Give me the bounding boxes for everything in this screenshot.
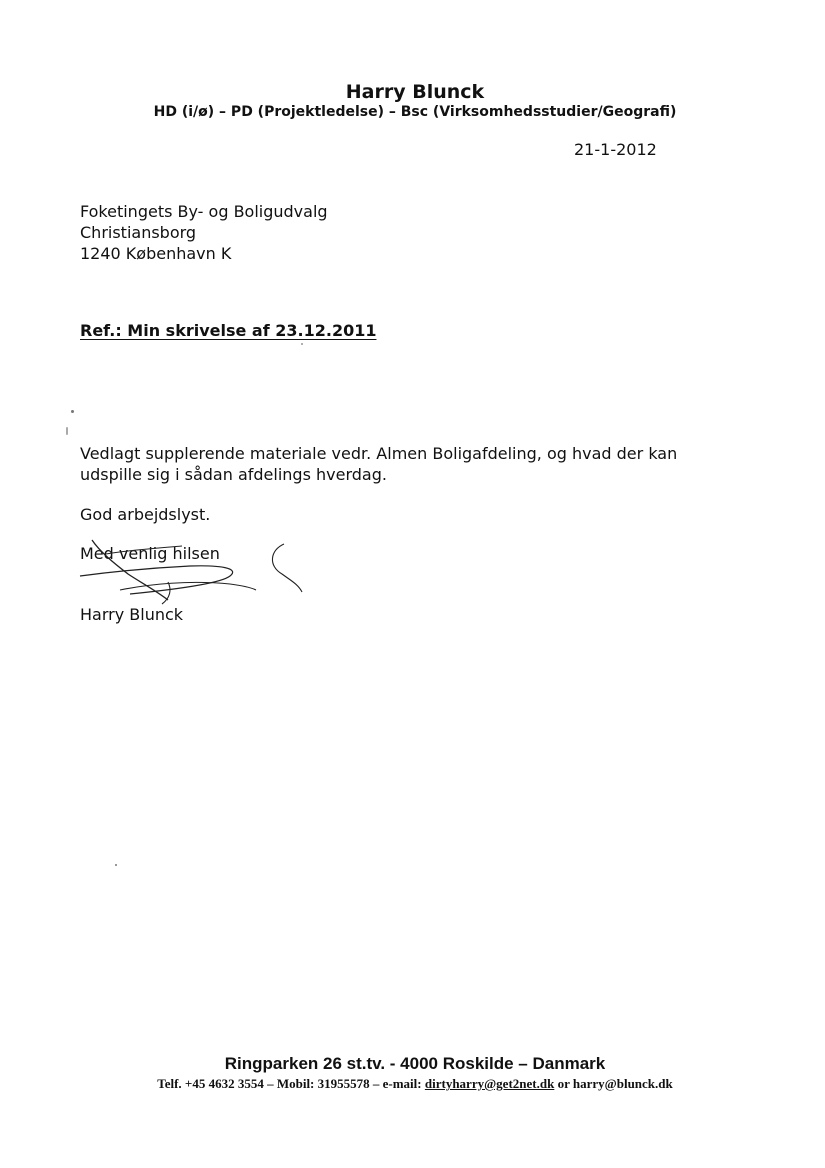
greeting-line: Med venlig hilsen: [80, 544, 220, 563]
recipient-line-1: Foketingets By- og Boligudvalg: [80, 202, 328, 221]
letterhead-degrees: HD (i/ø) – PD (Projektledelse) – Bsc (Virksomhedsstudier/Geografi): [153, 104, 677, 120]
reference-line: Ref.: Min skrivelse af 23.12.2011: [80, 321, 377, 340]
recipient-line-3: 1240 København K: [80, 244, 232, 263]
letter-body: [80, 443, 677, 485]
scan-speck: [301, 343, 303, 345]
email-secondary: harry@blunck.dk: [572, 1076, 673, 1091]
footer-address: Ringparken 26 st.tv. - 4000 Roskilde – Danmark: [224, 1054, 606, 1073]
signer-name: Harry Blunck: [80, 605, 184, 624]
recipient-address: [80, 201, 328, 264]
scan-speck: [66, 427, 68, 435]
recipient-line-2: Christiansborg: [80, 223, 197, 242]
letter-date: 21-1-2012: [574, 140, 657, 159]
scan-speck: [71, 410, 74, 413]
body-line-1: Vedlagt supplerende materiale vedr. Almen Boligafdeling, og hvad der kan: [80, 444, 678, 463]
scan-speck: [115, 864, 117, 866]
letterhead-name: Harry Blunck: [345, 81, 485, 103]
closing-line: God arbejdslyst.: [80, 505, 211, 524]
body-line-2: udspille sig i sådan afdelings hverdag.: [80, 465, 387, 484]
footer-contact-prefix: Telf. +45 4632 3554 – Mobil: 31955578 – e-mail:: [157, 1076, 425, 1091]
handwritten-signature: [70, 532, 310, 612]
footer-contact-or: or: [554, 1076, 573, 1091]
email-link-primary[interactable]: dirtyharry@get2net.dk: [424, 1076, 555, 1091]
footer-contact: [0, 1076, 825, 1092]
